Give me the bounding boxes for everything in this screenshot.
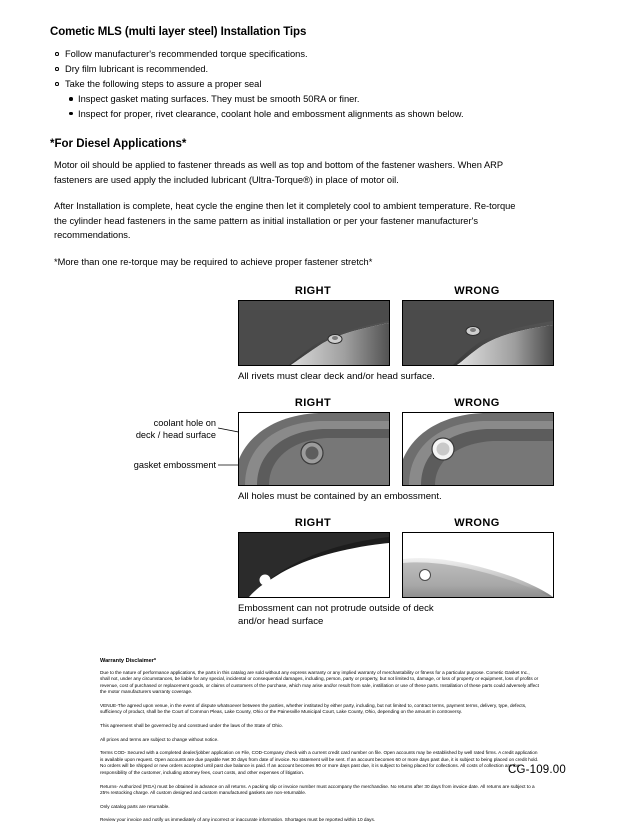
callout-coolant-hole (68, 417, 216, 442)
figure-rivets-right (238, 285, 388, 366)
callout-coolant-hole-line1: coolant hole on (154, 418, 216, 428)
figure-image-wrong (402, 532, 554, 598)
figure-label-wrong: WRONG (402, 285, 552, 297)
figure-image-right (238, 300, 390, 366)
figure-image-wrong (402, 300, 554, 366)
callout-gasket-embossment: gasket embossment (68, 459, 216, 472)
warranty-paragraph: Returns- Authorized (RGA) must be obtained in advance on all returns. A packing slip or invoice number must accompany the merchandise. No returns after 30 days from invoice date. All returns are subject to a 25% restocking charge. All custom designed and custom manufactured gaskets are non-returnable. (100, 784, 540, 797)
figure-embossment-caption (238, 602, 574, 628)
hole-right-diagram (239, 413, 389, 485)
list-item: Inspect gasket mating surfaces. They must be smooth 50RA or finer. (68, 92, 574, 107)
figure-image-wrong (402, 412, 554, 486)
figure-holes (238, 397, 574, 486)
tips-list (44, 47, 574, 92)
warranty-heading: Warranty Disclaimer* (100, 658, 540, 664)
embossment-wrong-diagram (403, 533, 553, 597)
figure-label-right: RIGHT (238, 285, 388, 297)
figure-label-wrong: WRONG (402, 397, 552, 409)
figure-rivets (238, 285, 574, 366)
figure-embossment-caption-line1: Embossment can not protrude outside of deck (238, 603, 434, 614)
diesel-paragraph-2: After Installation is complete, heat cycle the engine then let it completely cool to ambient temperature. Re-torque the cylinder head fasteners in the same pattern as initial installation or per your fastener manufacturer's recommendations. (54, 199, 524, 243)
callout-leader-lines (44, 397, 244, 497)
figure-rivets-wrong (402, 285, 552, 366)
figure-image-right (238, 532, 390, 598)
rivet-right-diagram (239, 301, 389, 365)
warranty-paragraph: Only catalog parts are returnable. (100, 804, 540, 811)
warranty-paragraph: VENUE-The agreed upon venue, in the event of dispute whatsoever between the parties, whether instituted by either party, including, but not limited to, contract terms, payment terms, delivery, type, defects, sufficiency of product, shall be the Court of Common Pleas, Lake County, Ohio or the Painesville Municipal Court, Lake County, Ohio, depending on the amount in controversy. (100, 703, 540, 716)
warranty-section (100, 658, 540, 824)
list-item: Follow manufacturer's recommended torque specifications. (54, 47, 574, 62)
figure-label-wrong: WRONG (402, 517, 552, 529)
page-title: Cometic MLS (multi layer steel) Installation Tips (50, 26, 574, 38)
figure-holes-wrapper (44, 397, 574, 486)
figure-label-right: RIGHT (238, 397, 388, 409)
warranty-paragraph: Due to the nature of performance applications, the parts in this catalog are sold without any express warranty or any implied warranty of merchantability or fitness for a particular purpose. Cometic Gasket Inc., shall not, under any circumstances, be liable for any special, incidental or consequential damages, including, person, party or property, but not limited to, damage, or loss of property or equipment, loss of profits or revenue, cost of purchased or replacement goods, or claims of customers of the purchase, which may arise and/or result from sale, instillation or use of these parts. Installation of these parts could adversely affect the motor manufacturers warranty coverage. (100, 670, 540, 696)
callout-coolant-hole-line2: deck / head surface (136, 430, 216, 440)
figure-embossment-wrong (402, 517, 552, 598)
warranty-paragraph: All prices and terms are subject to change without notice. (100, 737, 540, 744)
figure-holes-right (238, 397, 388, 486)
warranty-paragraph: Terms COD- Secured with a completed dealer/jobber application on File, COD-Company check with a current credit card number on file. Open accounts may be established by well rated firms. A credit application is available upon request. Open accounts are due payable Net 30 days from date of invoice. No statement will be sent. If an account becomes 60 or more days past due, it is subject to being placed on credit hold. No orders will be shipped or new orders accepted until past due balance is paid. If an account becomes 90 or more days past due, it is subject to being placed for collections. All costs of collection are the responsibility of the customer, including attorney fees, court costs, and other expenses of litigation. (100, 750, 540, 776)
document-number: CG-109.00 (508, 764, 566, 776)
list-item: Take the following steps to assure a proper seal (54, 77, 574, 92)
figure-label-right: RIGHT (238, 517, 388, 529)
diesel-heading: *For Diesel Applications* (50, 138, 574, 150)
hole-wrong-diagram (403, 413, 553, 485)
retorque-note: *More than one re-torque may be required to achieve proper fastener stretch* (54, 255, 574, 269)
figure-holes-caption: All holes must be contained by an embossment. (238, 490, 574, 503)
embossment-right-diagram (239, 533, 389, 597)
figure-holes-wrong (402, 397, 552, 486)
figure-embossment-right (238, 517, 388, 598)
warranty-paragraph: This agreement shall be governed by and construed under the laws of the State of Ohio. (100, 723, 540, 730)
figure-rivets-caption: All rivets must clear deck and/or head surface. (238, 370, 574, 383)
figure-embossment-caption-line2: and/or head surface (238, 616, 323, 627)
list-item: Inspect for proper, rivet clearance, coolant hole and embossment alignments as shown below. (68, 107, 574, 122)
list-item: Dry film lubricant is recommended. (54, 62, 574, 77)
diesel-paragraph-1: Motor oil should be applied to fastener threads as well as top and bottom of the fastener washers. When ARP fasteners are used apply the included lubricant (Ultra-Torque®) in place of motor oil. (54, 158, 524, 187)
figure-image-right (238, 412, 390, 486)
rivet-wrong-diagram (403, 301, 553, 365)
tips-sublist (44, 92, 574, 121)
warranty-paragraph: Review your invoice and notify us immediately of any incorrect or inaccurate information. Shortages must be reported within 10 days. (100, 817, 540, 824)
figure-embossment (238, 517, 574, 598)
figures-section (44, 285, 574, 628)
